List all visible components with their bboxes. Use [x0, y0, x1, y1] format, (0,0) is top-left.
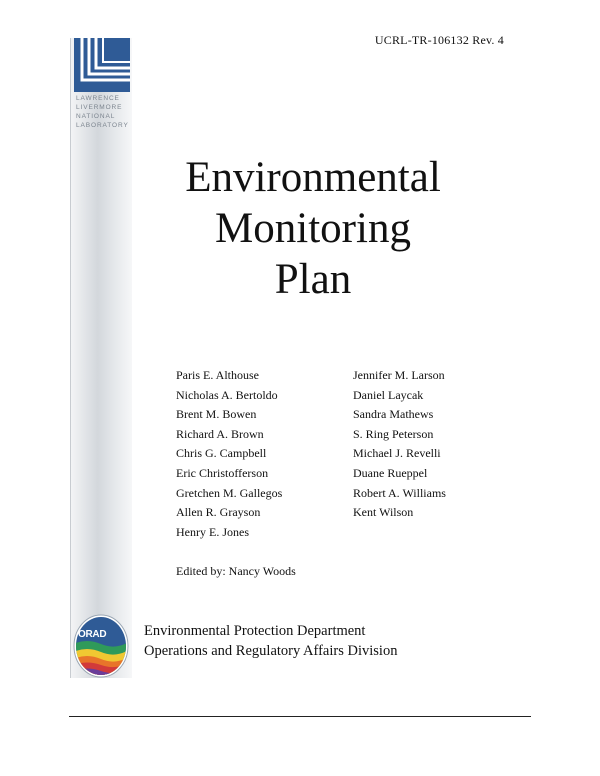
author-name: Sandra Mathews: [353, 407, 434, 422]
division-name: Operations and Regulatory Affairs Division: [144, 642, 398, 659]
author-name: Daniel Laycak: [353, 387, 424, 402]
department-name: Environmental Protection Department: [144, 623, 366, 639]
author-name: Allen R. Grayson: [176, 505, 261, 520]
orad-logo-icon: [73, 614, 129, 678]
author-name: Brent M. Bowen: [176, 407, 257, 422]
author-name: Kent Wilson: [353, 505, 414, 520]
lab-name-line: LAWRENCE: [76, 95, 120, 102]
report-number: UCRL-TR-106132 Rev. 4: [374, 33, 504, 47]
author-name: Robert A. Williams: [353, 485, 446, 500]
lab-name-line: LABORATORY: [76, 122, 129, 129]
lab-name: [76, 94, 132, 130]
author-name: Chris G. Campbell: [176, 446, 267, 461]
document-title: [150, 152, 476, 305]
llnl-logo-icon: [74, 38, 130, 92]
editor-credit: Edited by: Nancy Woods: [176, 564, 296, 578]
author-list-right: [353, 366, 446, 523]
department-block: [144, 622, 397, 661]
title-line: Monitoring: [215, 205, 411, 252]
title-line: Plan: [274, 256, 352, 303]
author-name: S. Ring Peterson: [353, 426, 434, 441]
orad-logo-text: ORAD: [78, 629, 107, 640]
author-name: Eric Christofferson: [176, 465, 269, 480]
author-name: Jennifer M. Larson: [353, 368, 445, 382]
author-name: Michael J. Revelli: [353, 446, 441, 461]
footer-divider: [69, 716, 531, 717]
author-name: Henry E. Jones: [176, 524, 249, 539]
author-list-left: [176, 366, 282, 542]
author-name: Duane Rueppel: [353, 465, 428, 480]
side-bar: [70, 38, 132, 678]
author-name: Gretchen M. Gallegos: [176, 485, 283, 500]
author-name: Nicholas A. Bertoldo: [176, 387, 278, 402]
author-name: Paris E. Althouse: [176, 368, 259, 382]
lab-name-line: LIVERMORE: [76, 104, 123, 111]
author-name: Richard A. Brown: [176, 426, 264, 441]
lab-name-line: NATIONAL: [76, 113, 116, 120]
title-line: Environmental: [185, 154, 441, 201]
